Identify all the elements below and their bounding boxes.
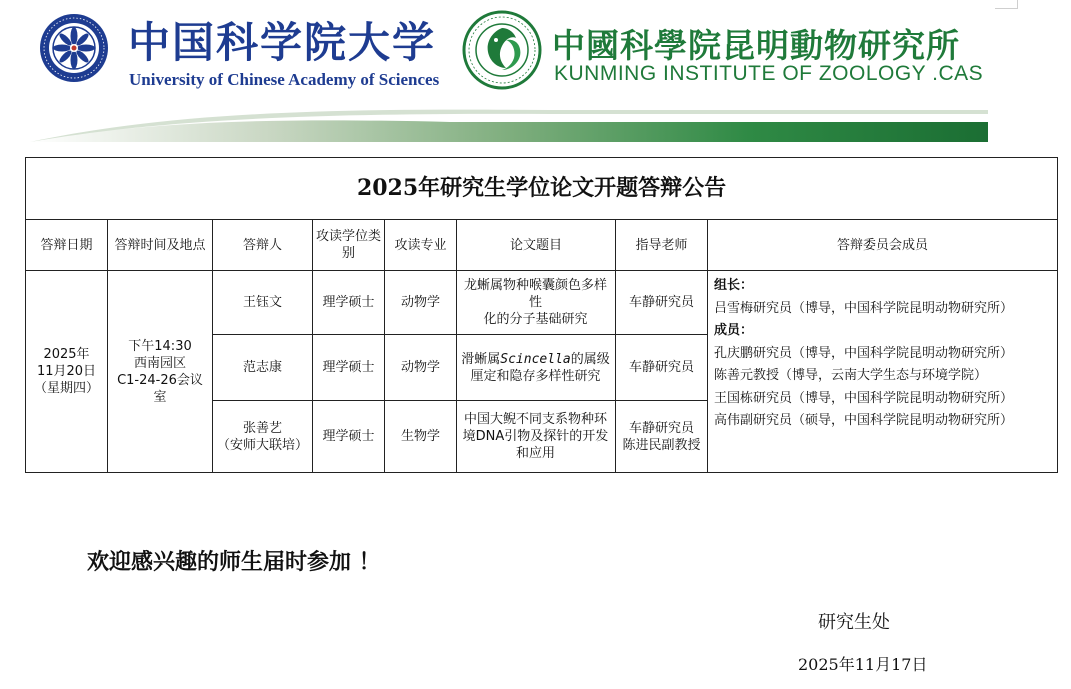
- table-header-row: [26, 220, 1058, 271]
- column-header: 答辩时间及地点: [108, 220, 213, 271]
- advisor-name: 陈进民副教授: [622, 437, 701, 453]
- thesis-line: 和应用: [515, 446, 555, 461]
- committee-cell: [708, 271, 1058, 473]
- column-header: 攻读学位类别: [313, 220, 385, 271]
- issuing-department: 研究生处: [818, 612, 890, 633]
- committee-members-label: 成员：: [714, 323, 754, 338]
- notice-title: 2025年研究生学位论文开题答辩公告: [26, 158, 1058, 220]
- issue-date: 2025年11月17日: [798, 655, 928, 674]
- advisor-cell: 车静研究员: [616, 335, 708, 401]
- major-cell: 生物学: [385, 401, 457, 473]
- advisor-cell: 车静研究员: [616, 271, 708, 335]
- kiz-chinese-name: 中國科學院昆明動物研究所: [552, 26, 960, 65]
- kiz-english-name: KUNMING INSTITUTE OF ZOOLOGY .CAS: [554, 62, 984, 85]
- thesis-text: 滑蜥属: [461, 351, 501, 367]
- time-line: 下午14:30: [128, 338, 192, 354]
- ucas-english-name: University of Chinese Academy of Sciences: [129, 70, 440, 89]
- column-header: 答辩日期: [26, 220, 108, 271]
- committee-member: 陈善元教授（博导，云南大学生态与环境学院）: [714, 368, 988, 383]
- committee-member: 孔庆鹏研究员（博导，中国科学院昆明动物研究所）: [714, 345, 1014, 361]
- date-line: （星期四）: [33, 381, 99, 396]
- column-header: 论文题目: [457, 220, 616, 271]
- header-swoosh-divider: [30, 100, 988, 142]
- candidate-cell: 王钰文: [213, 271, 313, 335]
- committee-member: 高伟副研究员（硕导，中国科学院昆明动物研究所）: [714, 413, 1014, 428]
- major-cell: 动物学: [385, 335, 457, 401]
- thesis-line: 境DNA引物及探针的开发: [462, 429, 609, 444]
- welcome-message: 欢迎感兴趣的师生届时参加 ！: [87, 549, 381, 575]
- committee-leader-label: 组长：: [714, 278, 754, 293]
- degree-cell: 理学硕士: [313, 271, 385, 335]
- genus-name: Scincella: [500, 351, 571, 367]
- candidate-note: （安师大联培）: [216, 437, 308, 453]
- major-cell: 动物学: [385, 271, 457, 335]
- candidate-name: 张善艺: [242, 420, 282, 436]
- thesis-title-cell: [457, 401, 616, 473]
- advisor-cell: [616, 401, 708, 473]
- room-line: C1-24-26会议室: [117, 372, 203, 405]
- column-header: 答辩人: [213, 220, 313, 271]
- column-header: 攻读专业: [385, 220, 457, 271]
- thesis-title-cell: [457, 335, 616, 401]
- degree-cell: 理学硕士: [313, 401, 385, 473]
- thesis-line: 厘定和隐存多样性研究: [470, 368, 601, 384]
- thesis-text: 的属级: [570, 351, 610, 367]
- date-line: 2025年: [43, 347, 90, 362]
- column-header: 指导老师: [616, 220, 708, 271]
- kiz-seal-icon: [462, 10, 542, 90]
- candidate-cell: [213, 401, 313, 473]
- ucas-seal-icon: [38, 12, 110, 84]
- defense-date-cell: [26, 271, 108, 473]
- degree-cell: 理学硕士: [313, 335, 385, 401]
- candidate-cell: 范志康: [213, 335, 313, 401]
- thesis-line: 龙蜥属物种喉囊颜色多样性: [463, 278, 607, 310]
- advisor-name: 车静研究员: [628, 420, 694, 436]
- time-place-cell: [108, 271, 213, 473]
- committee-member: 王国栋研究员（博导，中国科学院昆明动物研究所）: [714, 390, 1014, 406]
- page-corner-mark: [995, 0, 1018, 9]
- column-header: 答辩委员会成员: [708, 220, 1058, 271]
- committee-leader: 吕雪梅研究员（博导，中国科学院昆明动物研究所）: [714, 300, 1014, 316]
- thesis-line: 化的分子基础研究: [483, 312, 588, 327]
- defense-notice-table: [25, 157, 1058, 473]
- ucas-chinese-name: 中国科学院大学: [128, 18, 437, 67]
- date-line: 11月20日: [36, 364, 97, 379]
- table-row: [26, 271, 1058, 335]
- place-line: 西南园区: [133, 355, 186, 371]
- thesis-title-cell: [457, 271, 616, 335]
- thesis-line: 中国大鲵不同支系物种环: [463, 412, 607, 427]
